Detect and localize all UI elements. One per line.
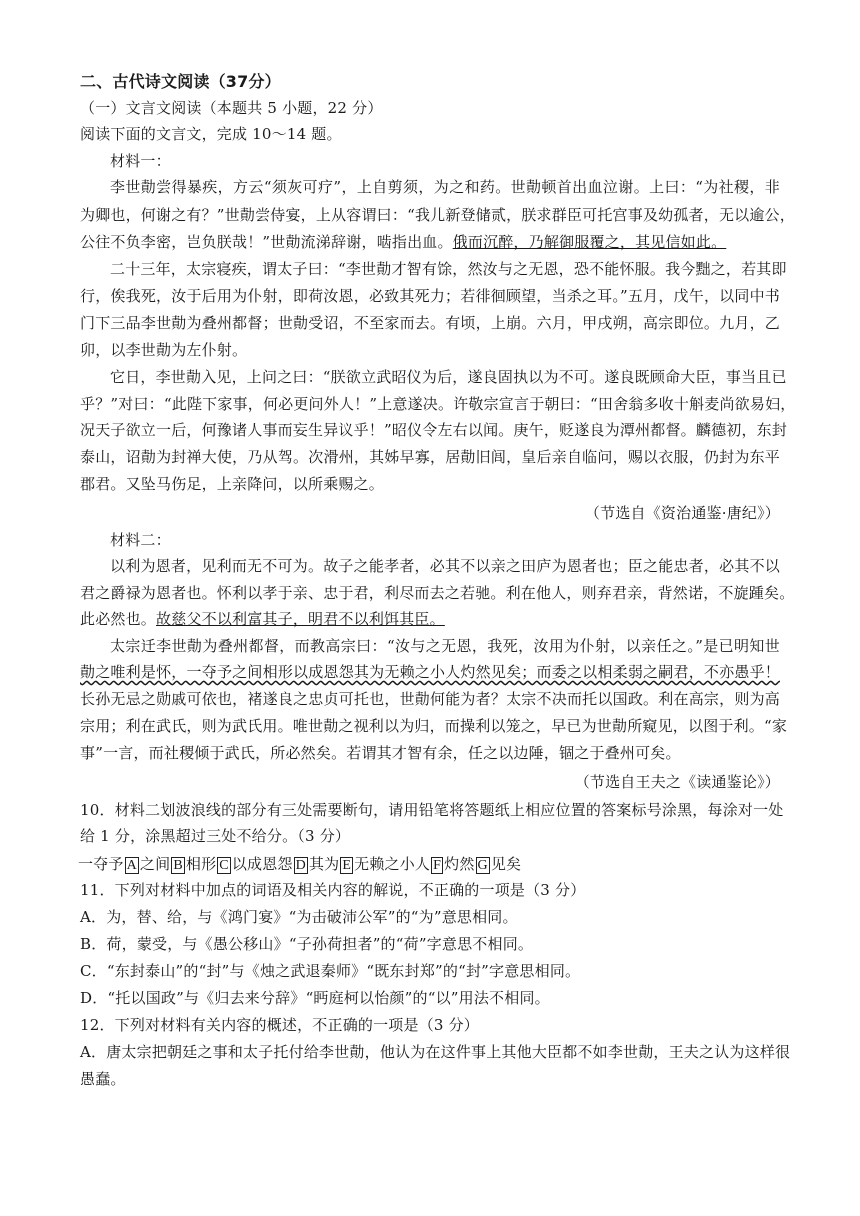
material2-line: 宗用；利在武氏，则为武氏用。唯世勣之视利以为归，而操利以笼之，早已为世勣所窥见，以图于利。“家 — [80, 717, 788, 735]
q11-option-a: A．为，替、给，与《鸿门宴》“为击破沛公军”的“为”意思相同。 — [80, 908, 518, 926]
q10-marker-g[interactable]: G — [477, 858, 488, 873]
q12-option-a: A．唐太宗把朝廷之事和太子托付给李世勣，他认为在这件事上其他大臣都不如李世勣，王夫之认为这样很 — [80, 1043, 791, 1061]
q10-marker-b[interactable]: B — [173, 858, 183, 873]
q10-segment: 无赖之小人 — [354, 855, 431, 873]
q10-marker-d[interactable]: D — [295, 858, 306, 873]
material1-line: 二十三年，太宗寝疾，谓太子曰：“李世勣才智有馀，然汝与之无恩，恐不能怀服。我今黜之，若其即 — [110, 260, 787, 278]
q10-segment: 以成恩怨 — [231, 855, 293, 873]
q10-marker-a[interactable]: A — [126, 858, 137, 873]
q10-segment: 一夺予 — [78, 855, 124, 873]
instruction: 阅读下面的文言文，完成 10～14 题。 — [80, 125, 342, 143]
material1-label: 材料一： — [110, 152, 171, 170]
q11-option-c: C．“东封泰山”的“封”与《烛之武退秦师》“既东封郑”的“封”字意思相同。 — [80, 962, 581, 980]
sub-title: （一）文言文阅读（本题共 5 小题，22 分） — [80, 99, 383, 117]
q11-option-d: D．“托以国政”与《归去来兮辞》“眄庭柯以怡颜”的“以”用法不相同。 — [80, 989, 550, 1007]
q10-marker-e[interactable]: E — [342, 858, 352, 873]
section-title: 二、古代诗文阅读（37分） — [80, 72, 281, 91]
q10-break-options — [78, 854, 778, 874]
q10-stem: 10．材料二划波浪线的部分有三处需要断句，请用铅笔将答题纸上相应位置的答案标号涂黑，每涂对一处 — [80, 801, 784, 819]
material1-line: 它日，李世勣入见，上问之曰：“朕欲立武昭仪为后，遂良固执以为不可。遂良既顾命大臣，事当且已 — [110, 368, 787, 386]
material1-source: （节选自《资治通鉴·唐纪》） — [584, 504, 780, 522]
material1-line: 为卿也，何谢之有？”世勣尝侍宴，上从容谓曰：“我儿新登储贰，朕求群臣可托宫事及幼孤者，无以逾公， — [80, 206, 795, 224]
material1-line: 泰山，诏勣为封禅大使，乃从驾。次滑州，其姊早寡，居勣旧闾，皇后亲自临问，赐以衣服，仍封为东平 — [80, 448, 780, 466]
material2-line: 此必然也。 — [80, 610, 157, 628]
material2-line-with-underline — [80, 609, 780, 629]
material2-source: （节选自王夫之《读通鉴论》） — [574, 773, 780, 791]
q10-segment: 见矣 — [490, 855, 522, 873]
q10-marker-c[interactable]: C — [219, 858, 229, 873]
material1-line: 李世勣尝得暴疾，方云“须灰可疗”，上自剪须，为之和药。世勣顿首出血泣谢。上曰：“为社稷，非 — [110, 178, 780, 196]
q10-segment: 其为 — [308, 855, 340, 873]
q11-stem: 11．下列对材料中加点的词语及相关内容的解说，不正确的一项是（3 分） — [80, 881, 586, 899]
material1-line: 乎？”对曰：“此陛下家事，何必更问外人！”上意遂决。许敬宗宣言于朝曰：“田舍翁多收十斛麦尚欲易妇， — [80, 395, 796, 413]
q10-marker-f[interactable]: F — [433, 858, 442, 873]
underlined-sentence: 俄而沉醉，乃解御服覆之，其见信如此。 — [452, 233, 727, 251]
q10-segment: 相形 — [185, 855, 217, 873]
material1-line: 门下三品李世勣为叠州都督；世勣受诏，不至家而去。有顷，上崩。六月，甲戌朔，高宗即位。九月，乙 — [80, 314, 780, 332]
material1-line: 况天子欲立一后，何豫诸人事而妄生异议乎！”昭仪令左右以闻。庚午，贬遂良为潭州都督。麟德初，东封 — [80, 421, 788, 439]
material2-line: 事”一言，而社稷倾于武氏，所必然矣。若谓其才智有余，任之以边陲，锢之于叠州可矣。 — [80, 744, 681, 762]
q12-stem: 12．下列对材料有关内容的概述，不正确的一项是（3 分） — [80, 1016, 480, 1034]
q12-option-a-cont: 愚蠢。 — [80, 1070, 126, 1088]
material1-line-with-underline — [80, 232, 780, 252]
material2-line-wavy: 勣之唯利是怀，一夺予之间相形以成恩怨其为无赖之小人灼然见矣；而委之以相柔弱之嗣君，不亦愚乎！ — [80, 663, 780, 681]
material2-label: 材料二： — [110, 531, 171, 549]
q10-stem-cont: 给 1 分，涂黑超过三处不给分。（3 分） — [80, 827, 351, 845]
material2-line: 太宗迁李世勣为叠州都督，而教高宗曰：“汝与之无恩，我死，汝用为仆射，以亲任之。”是已明知世 — [110, 637, 780, 655]
material2-line: 君之爵禄为恩者也。怀利以孝于亲、忠于君，利尽而去之若驰。利在他人，则弃君亲，背然诺，不旋踵矣。 — [80, 584, 795, 602]
material2-line: 长孙无忌之勋戚可依也，褚遂良之忠贞可托也，世勣何能为者？太宗不决而托以国政。利在高宗，则为高 — [80, 690, 780, 708]
material1-line: 公往不负李密，岂负朕哉！”世勣流涕辞谢，啮指出血。 — [80, 233, 453, 251]
material1-line: 卯，以李世勣为左仆射。 — [80, 341, 248, 359]
material2-line: 以利为恩者，见利而无不可为。故子之能孝者，必其不以亲之田庐为恩者也；臣之能忠者，必其不以 — [110, 557, 780, 575]
material1-line: 郡君。又坠马伤足，上亲降问，以所乘赐之。 — [80, 475, 385, 493]
q10-segment: 灼然 — [444, 855, 475, 873]
q11-option-b: B．荷，蒙受，与《愚公移山》“子孙荷担者”的“荷”字意思不相同。 — [80, 935, 534, 953]
material1-line: 行，俟我死，汝于后用为仆射，即荷汝恩，必致其死力；若徘徊顾望，当杀之耳。”五月，戊午，以同中书 — [80, 287, 780, 305]
underlined-sentence: 故慈父不以利富其子，明君不以利饵其臣。 — [156, 610, 445, 628]
q10-segment: 之间 — [139, 855, 171, 873]
